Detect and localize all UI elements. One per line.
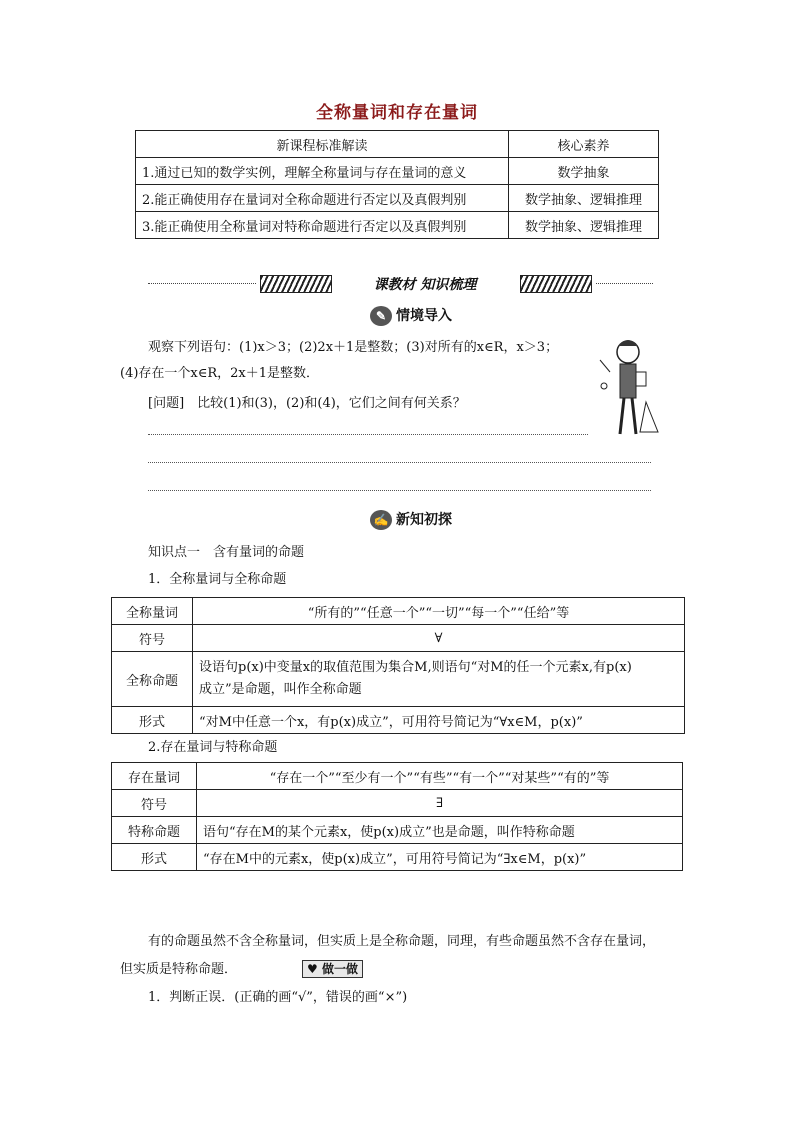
banner-stripe	[260, 275, 332, 293]
table-cell: ∃	[197, 790, 683, 817]
table-row	[136, 158, 659, 185]
table-row	[112, 844, 683, 871]
table-row	[136, 131, 659, 158]
table-label: 特称命题	[112, 817, 197, 844]
telescope-icon: ✎	[370, 306, 392, 326]
table-label: 全称命题	[112, 652, 193, 707]
student-illustration	[596, 332, 660, 444]
table-row	[112, 817, 683, 844]
table-cell: 数学抽象	[509, 158, 659, 185]
table-label: 符号	[112, 625, 193, 652]
knowledge-point-title: 知识点一 含有量词的命题	[148, 545, 305, 560]
answer-line	[148, 434, 588, 435]
table-cell: “所有的”“任意一个”“一切”“每一个”“任给”等	[193, 598, 685, 625]
table-cell: 2.能正确使用存在量词对全称命题进行否定以及真假判别	[136, 185, 509, 212]
answer-line	[148, 490, 651, 491]
table-label: 形式	[112, 844, 197, 871]
table-row	[136, 185, 659, 212]
banner-stripe	[520, 275, 592, 293]
table-row	[136, 212, 659, 239]
table-cell: “对M中任意一个x，有p(x)成立”，可用符号简记为“∀x∈M，p(x)”	[193, 707, 685, 734]
section-heading-intro: ✎ 情境导入	[370, 305, 452, 326]
note-line-2: 但实质是特称命题．	[120, 962, 238, 977]
table-label: 全称量词	[112, 598, 193, 625]
note-line-1: 有的命题虽然不含全称量词，但实质上是全称命题，同理，有些命题虽然不含存在量词，	[148, 934, 656, 949]
table-cell: 设语句p(x)中变量x的取值范围为集合M,则语句“对M的任一个元素x,有p(x) 成立”是命题，叫作全称命题	[193, 652, 685, 707]
table-row	[112, 707, 685, 734]
intro-line-2: (4)存在一个x∈R，2x＋1是整数．	[120, 366, 320, 381]
pen-icon: ✍	[370, 510, 392, 530]
table-row	[112, 652, 685, 707]
standards-table	[135, 130, 659, 239]
subsection-title-existential: 2.存在量词与特称命题	[148, 740, 278, 755]
banner-dotted-line	[596, 283, 653, 284]
intro-line-1: 观察下列语句：(1)x＞3；(2)2x＋1是整数；(3)对所有的x∈R，x＞3；	[148, 340, 559, 355]
table-label: 符号	[112, 790, 197, 817]
table-header: 核心素养	[509, 131, 659, 158]
existential-table	[111, 762, 683, 871]
page-title: 全称量词和存在量词	[316, 103, 478, 123]
intro-question: [问题] 比较(1)和(3)，(2)和(4)，它们之间有何关系？	[148, 396, 466, 411]
section-banner	[148, 271, 653, 297]
answer-line	[148, 462, 651, 463]
table-row	[112, 625, 685, 652]
table-label: 存在量词	[112, 763, 197, 790]
heart-icon: ♥	[307, 962, 318, 976]
banner-label: 课教材 知识梳理	[373, 277, 477, 293]
table-cell: “存在一个”“至少有一个”“有些”“有一个”“对某些”“有的”等	[197, 763, 683, 790]
table-cell: 语句“存在M的某个元素x，使p(x)成立”也是命题，叫作特称命题	[197, 817, 683, 844]
table-cell: 1.通过已知的数学实例，理解全称量词与存在量词的意义	[136, 158, 509, 185]
banner-dotted-line	[148, 283, 256, 284]
table-cell: 数学抽象、逻辑推理	[509, 212, 659, 239]
universal-table	[111, 597, 685, 734]
table-row	[112, 790, 683, 817]
subsection-title-universal: 1．全称量词与全称命题	[148, 572, 287, 587]
table-row	[112, 763, 683, 790]
table-cell: “存在M中的元素x，使p(x)成立”，可用符号简记为“∃x∈M，p(x)”	[197, 844, 683, 871]
section-heading-new: ✍ 新知初探	[370, 509, 452, 530]
table-cell: 数学抽象、逻辑推理	[509, 185, 659, 212]
table-header: 新课程标准解读	[136, 131, 509, 158]
table-label: 形式	[112, 707, 193, 734]
table-cell: 3.能正确使用全称量词对特称命题进行否定以及真假判别	[136, 212, 509, 239]
exercise-instruction: 1．判断正误．(正确的画“√”，错误的画“×”)	[148, 990, 408, 1005]
table-cell: ∀	[193, 625, 685, 652]
try-it-badge: ♥ 做一做	[302, 960, 363, 978]
table-row	[112, 598, 685, 625]
